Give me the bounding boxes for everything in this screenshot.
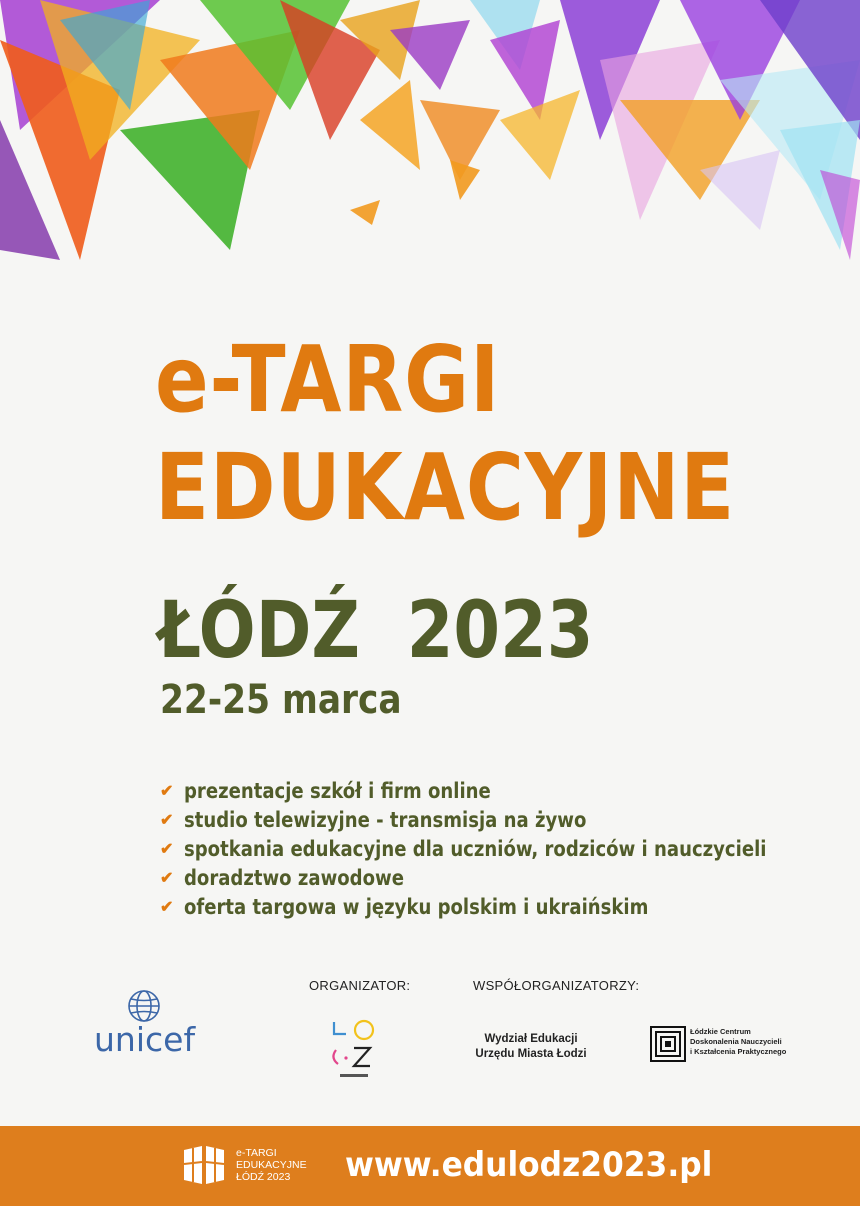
feature-item bbox=[160, 776, 860, 805]
lcdn-logo-icon bbox=[650, 1026, 686, 1062]
lodz-city-logo-icon bbox=[330, 1014, 378, 1084]
feature-item bbox=[160, 834, 860, 863]
check-icon: ✔ bbox=[160, 840, 174, 858]
lcdn-line-2: Doskonalenia Nauczycieli bbox=[690, 1037, 782, 1046]
check-icon: ✔ bbox=[160, 782, 174, 800]
title-line-1: e-TARGI bbox=[155, 326, 501, 433]
footer-small-line-2: EDUKACYJNE bbox=[236, 1159, 307, 1171]
feature-text: doradztwo zawodowe bbox=[184, 865, 404, 890]
feature-list bbox=[160, 776, 860, 921]
check-icon: ✔ bbox=[160, 869, 174, 887]
wydzial-line-2: Urzędu Miasta Łodzi bbox=[475, 1048, 587, 1060]
footer-event-name bbox=[236, 1147, 307, 1183]
footer-small-line-3: ŁÓDŹ 2023 bbox=[236, 1171, 291, 1183]
feature-item bbox=[160, 805, 860, 834]
footer-book-logo-icon bbox=[182, 1142, 226, 1188]
feature-item bbox=[160, 892, 860, 921]
organizer-label: ORGANIZATOR: bbox=[309, 978, 411, 993]
check-icon: ✔ bbox=[160, 898, 174, 916]
city-year: ŁÓDŹ 2023 bbox=[158, 586, 594, 676]
lcdn-logo-text bbox=[690, 1027, 786, 1057]
wydzial-line-1: Wydział Edukacji bbox=[484, 1033, 578, 1045]
title-line-2: EDUKACYJNE bbox=[155, 434, 736, 541]
feature-text: studio telewizyjne - transmisja na żywo bbox=[184, 807, 587, 832]
unicef-logo-text: unicef bbox=[94, 1020, 196, 1059]
feature-item bbox=[160, 863, 860, 892]
lcdn-line-3: i Kształcenia Praktycznego bbox=[690, 1047, 787, 1056]
wydzial-edukacji-logo bbox=[466, 1032, 596, 1062]
feature-text: oferta targowa w języku polskim i ukraińskim bbox=[184, 894, 649, 919]
event-dates: 22-25 marca bbox=[160, 677, 402, 723]
check-icon: ✔ bbox=[160, 811, 174, 829]
footer-small-line-1: e-TARGI bbox=[236, 1147, 277, 1159]
lcdn-line-1: Łódzkie Centrum bbox=[690, 1027, 751, 1036]
coorganizers-label: WSPÓŁORGANIZATORZY: bbox=[473, 978, 640, 993]
feature-text: prezentacje szkół i firm online bbox=[184, 778, 491, 803]
feature-text: spotkania edukacyjne dla uczniów, rodziców i nauczycieli bbox=[184, 836, 767, 861]
website-url: www.edulodz2023.pl bbox=[345, 1145, 713, 1185]
decorative-triangles bbox=[0, 0, 860, 270]
